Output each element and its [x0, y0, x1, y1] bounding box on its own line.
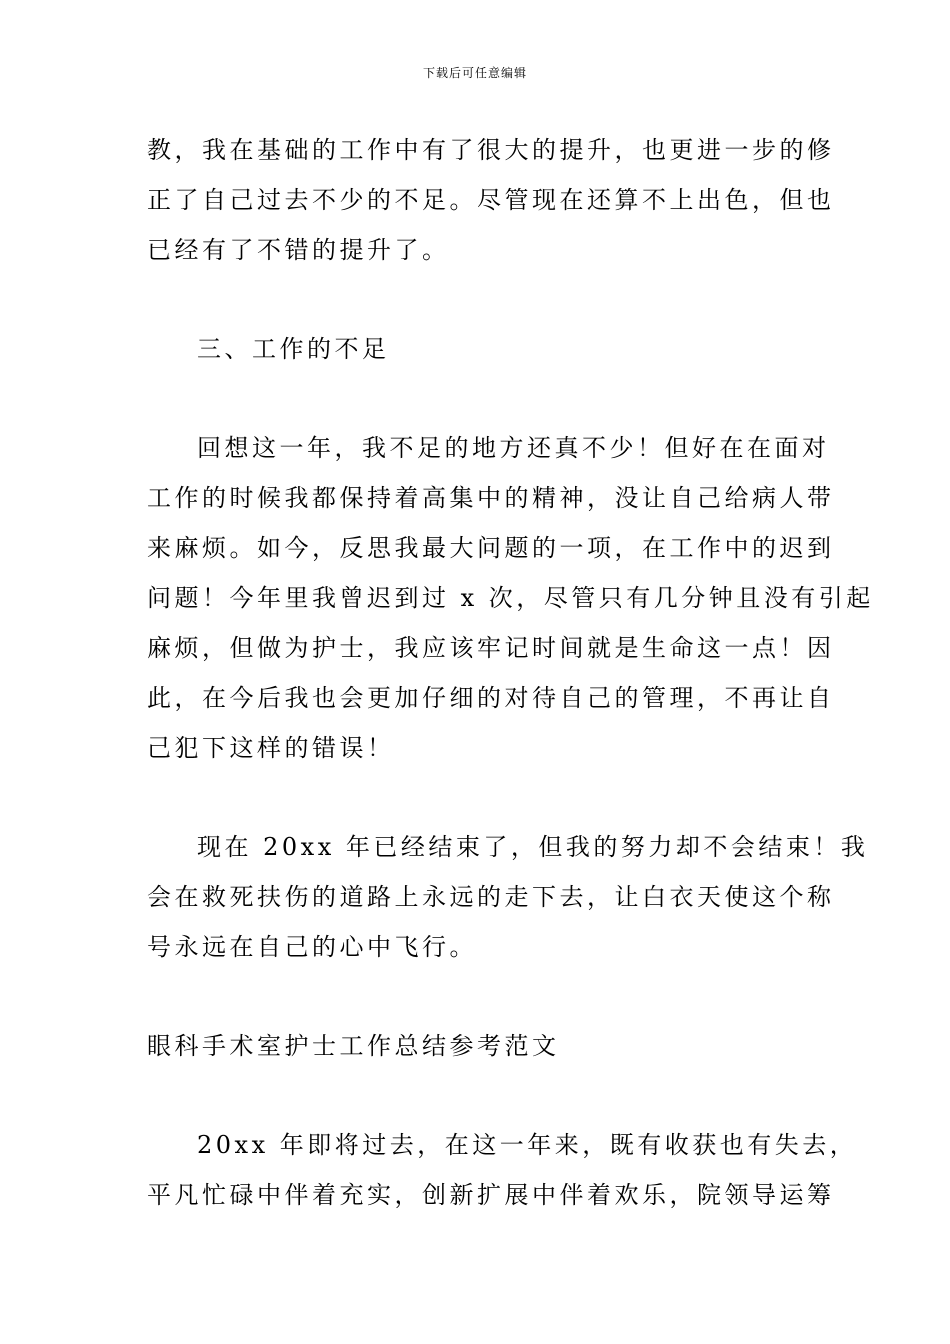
section-heading-3: 三、工作的不足	[197, 335, 390, 363]
page-header: 下载后可任意编辑	[422, 66, 527, 80]
paragraph-2-line-2: 工作的时候我都保持着高集中的精神，没让自己给病人带	[147, 484, 835, 512]
paragraph-2-line-3: 来麻烦。如今，反思我最大问题的一项，在工作中的迟到	[147, 534, 835, 562]
paragraph-2-line-5: 麻烦，但做为护士，我应该牢记时间就是生命这一点！因	[147, 634, 835, 662]
paragraph-3-line-1: 现在 20xx 年已经结束了，但我的努力却不会结束！我	[197, 833, 869, 861]
paragraph-2-line-7: 己犯下这样的错误！	[147, 734, 395, 762]
paragraph-1-line-2: 正了自己过去不少的不足。尽管现在还算不上出色，但也	[147, 186, 835, 214]
paragraph-3-line-2: 会在救死扶伤的道路上永远的走下去，让白衣天使这个称	[147, 883, 835, 911]
paragraph-4-line-1: 20xx 年即将过去，在这一年来，既有收获也有失去，	[197, 1131, 858, 1159]
paragraph-3-line-3: 号永远在自己的心中飞行。	[147, 933, 477, 961]
paragraph-1-line-3: 已经有了不错的提升了。	[147, 236, 450, 264]
article-title: 眼科手术室护士工作总结参考范文	[147, 1032, 560, 1060]
paragraph-1-line-1: 教，我在基础的工作中有了很大的提升，也更进一步的修	[147, 136, 835, 164]
paragraph-2-line-4: 问题！今年里我曾迟到过 x 次，尽管只有几分钟且没有引起	[147, 584, 874, 612]
paragraph-2-line-1: 回想这一年，我不足的地方还真不少！但好在在面对	[197, 434, 830, 462]
paragraph-4-line-2: 平凡忙碌中伴着充实，创新扩展中伴着欢乐，院领导运筹	[147, 1181, 835, 1209]
paragraph-2-line-6: 此，在今后我也会更加仔细的对待自己的管理，不再让自	[147, 684, 835, 712]
